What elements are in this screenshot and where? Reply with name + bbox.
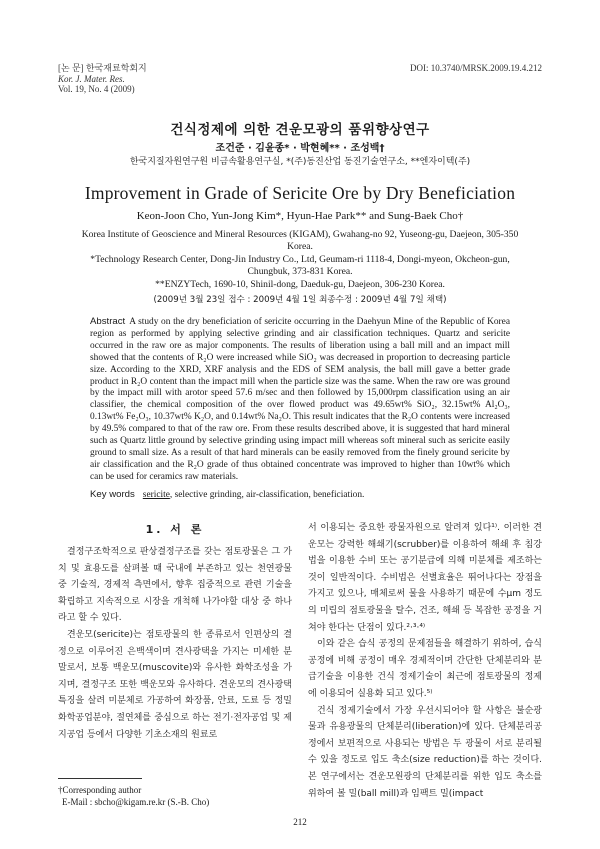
affiliation-line: Chungbuk, 373-831 Korea. — [247, 266, 353, 278]
abstract — [90, 316, 510, 484]
keywords — [90, 489, 510, 501]
section-heading-introduction: 1. 서 론 — [145, 523, 205, 536]
journal-abbrev: Kor. J. Mater. Res. — [58, 73, 125, 84]
abstract-label: Abstract — [90, 316, 126, 327]
title-english: Improvement in Grade of Sericite Ore by Dry Beneficiation — [84, 183, 516, 203]
corresponding-author-label: †Corresponding author — [58, 785, 142, 795]
abstract-text: A study on the dry beneficiation of sericite occurring in the Daehyun Mine of the Republic of Korea region as performed by applying selective grinding and air classification techniques. Quartz and sericite occurred in the raw ore as major components. The results of liberation using a ball mill and an impact mill showed that the contents of R₂O were increased while SiO₂ was decreased in proportion to decreasing particle size. According to the XRD, XRF analysis and the EDS of SEM analysis, the ball mill gave a better grade product in R₂O content than the impact mill when the particle size was the same. When the raw ore was ground by the impact mill with arotor speed 57.6 m/sec and then followed by 15,000rpm classification using an air classifier, the chemical composition of the over flowed product was 49.65wt% SiO₂, 32.15wt% Al₂O₃, 0.13wt% Fe₂O₃, 10.37wt% K₂O, and 0.14wt% Na₂O. This result indicates that the R₂O contents were increased by 49.5% compared to that of the raw ore. From these results described above, it is suggested that hard mineral such as Quartz little ground by selective grinding using impact mill whereas soft mineral such as sericite easily ground to small size. As a result of that hard minerals can be easily removed from the finely ground sericite by air classification and the R₂O grade of thus obtained concentrate was improved to higher than 10wt% which can be used for ceramics raw materials. — [90, 317, 510, 482]
paragraph: 건식 정제기술에서 가장 우선시되어야 할 사항은 불순광물과 유용광물의 단체분리(liberation)에 있다. 단체분리공정에서 보편적으로 사용되는 방법은 두 광물이 서로 분리될 수 있을 정도로 입도 축소(size reduction)를 하는 것이다. 본 연구에서는 견운모원광의 단체분리를 위한 입도 축소를 위하여 볼 밀(ball mill)과 임팩트 밀(impact — [308, 705, 542, 799]
paragraph: 견운모(sericite)는 점토광물의 한 종류로서 인편상의 결정으로 이루어진 은백색이며 견사광택을 가지는 미세한 분말로서, 보통 백운모(muscovite)와 유사한 화학조성을 가지며, 결정구조 또한 백운모와 유사하다. 견운모의 견사광택특징을 살려 미분체로 가공하여 화장품, 안료, 도료 등 정밀화학공업분야, 절연체를 중심으로 하는 전기·전자공업 및 제지공업 등에서 다양한 기초소재의 원료로 — [58, 629, 292, 740]
paragraph: 서 이용되는 중요한 광물자원으로 알려져 있다¹⁾. 이러한 견운모는 강력한 해쇄기(scrubber)를 이용하여 해쇄 후 침강법을 이용한 수비 또는 공기분급에 의해 미분체를 제조하는 것이 일반적이다. 수비법은 선별효율은 뛰어나다는 장점을 가지고 있으나, 매체로써 물을 사용하기 때문에 수μm 정도의 미립의 점토광물을 탈수, 건조, 해쇄 등 복잡한 공정을 거쳐야 한다는 단점이 있다.²·³·⁴⁾ — [308, 523, 542, 633]
received-dates: (2009년 3월 23일 접수 : 2009년 4월 1일 최종수정 : 2009년 4월 7일 채택) — [153, 295, 447, 305]
authors-korean: 조건준 · 김윤종* · 박현혜** · 조성백† — [215, 143, 385, 154]
journal-name-ko: [논 문] 한국재료학회지 — [58, 63, 147, 73]
affiliations-english — [70, 229, 530, 291]
affiliation-line: *Technology Research Center, Dong-Jin Industry Co., Ltd, Geumam-ri 1118-4, Dongi-myeon, Okcheon-gun, — [90, 253, 510, 265]
title-korean: 건식정제에 의한 견운모광의 품위향상연구 — [170, 122, 430, 138]
footnote — [58, 784, 292, 808]
page-number: 212 — [293, 817, 307, 827]
doi: DOI: 10.3740/MRSK.2009.19.4.212 — [409, 63, 542, 73]
volume-info: Vol. 19, No. 4 (2009) — [58, 84, 135, 94]
body-column-left — [58, 544, 292, 743]
authors-english: Keon-Joon Cho, Yun-Jong Kim*, Hyun-Hae Park** and Sung-Baek Cho† — [136, 210, 464, 222]
journal-header — [58, 63, 147, 95]
corresponding-author-email: E-Mail : sbcho@kigam.re.kr (S.-B. Cho) — [62, 797, 210, 807]
body-column-right — [308, 520, 542, 802]
keyword-first: sericite — [142, 490, 170, 500]
affiliation-korean: 한국지질자원연구원 비금속활용연구실, *(주)동진산업 동진기술연구소, **엔자이텍(주) — [129, 157, 471, 167]
keywords-label: Key words — [90, 489, 135, 500]
keywords-rest: , selective grinding, air-classification, beneficiation. — [169, 490, 365, 500]
paragraph: 이와 같은 습식 공정의 문제점들을 해결하기 위하여, 습식 공정에 비해 공정이 매우 경제적이며 간단한 단체분리와 분급기술을 이용한 건식 정제기술이 최근에 점토광물의 정제에 이용되어 실용화 되고 있다.⁵⁾ — [308, 639, 542, 699]
footnote-rule — [58, 778, 142, 779]
paragraph: 결정구조학적으로 판상결정구조를 갖는 점토광물은 그 가치 및 효용도를 살펴볼 때 국내에 부존하고 있는 천연광물 중 기술적, 경제적 측면에서, 향후 집중적으로 관련 기술을 확립하고 지속적으로 시장을 개척해 나가야할 대상 중 하나라고 할 수 있다. — [58, 547, 292, 624]
affiliation-line: **ENZYTech, 1690-10, Shinil-dong, Daeduk-gu, Daejeon, 306-230 Korea. — [155, 278, 445, 290]
affiliation-line: Korea Institute of Geoscience and Mineral Resources (KIGAM), Gwahang-no 92, Yuseong-gu, Daejeon, 305-350 Korea. — [81, 229, 519, 253]
